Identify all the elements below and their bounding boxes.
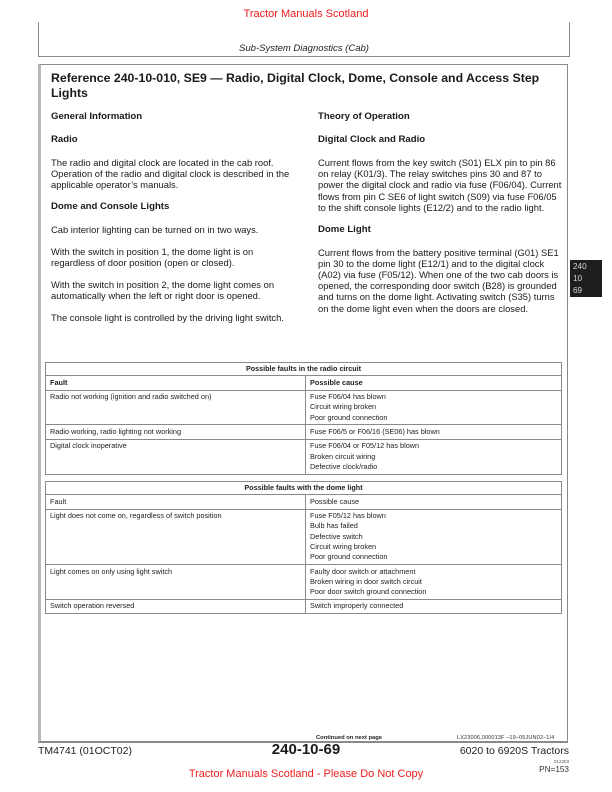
cause-item: Broken wiring in door switch circuit (310, 576, 422, 586)
table-row (46, 509, 562, 564)
table-row (46, 599, 562, 613)
cause-cell (306, 425, 562, 439)
page-header (38, 22, 570, 57)
cause-item: Circuit wiring broken (310, 541, 377, 551)
column-header-cause: Possible cause (306, 376, 562, 390)
fault-cell: Radio not working (ignition and radio switched on) (46, 390, 306, 425)
cause-cell (306, 599, 562, 613)
left-column (51, 111, 296, 333)
paragraph-console-light: The console light is controlled by the driving light switch. (51, 311, 284, 323)
column-header-cause: Possible cause (306, 495, 562, 509)
radio-faults-table (45, 362, 562, 475)
table-header-row (46, 495, 562, 509)
fault-cell: Light does not come on, regardless of switch position (46, 509, 306, 564)
watermark-bottom: Tractor Manuals Scotland - Please Do Not Copy (188, 768, 424, 780)
heading-theory-of-operation: Theory of Operation (318, 111, 410, 122)
paragraph-two-ways: Cab interior lighting can be turned on in two ways. (51, 224, 259, 236)
cause-item: Poor ground connection (310, 412, 388, 422)
column-header-fault: Fault (46, 376, 306, 390)
cause-item: Broken circuit wiring (310, 451, 376, 461)
page-number: 240-10-69 (271, 741, 341, 758)
table-row (46, 390, 562, 425)
fault-cell: Radio working, radio lighting not working (46, 425, 306, 439)
cause-item: Defective switch (310, 531, 363, 541)
fault-cell: Switch operation reversed (46, 599, 306, 613)
cause-cell (306, 565, 562, 600)
heading-digital-clock-radio: Digital Clock and Radio (318, 134, 426, 145)
cause-item: Fuse F05/12 has blown (310, 511, 386, 521)
cause-item: Fuse F06/04 has blown (310, 392, 386, 402)
tm-code: TM4741 (01OCT02) (38, 745, 132, 757)
heading-dome-console-lights: Dome and Console Lights (51, 201, 170, 213)
pn-number: PN=153 (539, 765, 569, 774)
cause-item: Faulty door switch or attachment (310, 566, 416, 576)
cause-cell (306, 390, 562, 425)
tractor-models: 6020 to 6920S Tractors (459, 745, 569, 757)
tab-group-number: 240 (573, 262, 587, 271)
section-tab (570, 260, 602, 297)
tab-page-number: 69 (573, 286, 583, 295)
print-code: 012303 (553, 759, 569, 764)
cause-item: Poor door switch ground connection (310, 587, 427, 597)
heading-dome-light: Dome Light (318, 223, 371, 235)
cause-item: Poor ground connection (310, 552, 388, 562)
cause-item: Fuse F06/04 or F05/12 has blown (310, 441, 420, 451)
cause-item: Bulb has failed (310, 521, 358, 531)
column-header-fault: Fault (46, 495, 306, 509)
reference-title: Reference 240-10-010, SE9 — Radio, Digital Clock, Dome, Console and Access Step Lights (51, 71, 540, 100)
continued-note: Continued on next page (316, 735, 383, 741)
cause-item: Circuit wiring broken (310, 402, 377, 412)
cause-item: Defective clock/radio (310, 461, 378, 471)
table-caption: Possible faults in the radio circuit (46, 363, 562, 376)
section-title: Sub-System Diagnostics (Cab) (239, 43, 369, 54)
heading-general-information: General Information (51, 111, 143, 122)
paragraph-position-2: With the switch in position 2, the dome light comes on automatically when the left or right door is opened. (51, 278, 275, 301)
document-code: LX23006,000013F –19–05JUN02–1/4 (457, 735, 555, 741)
right-column (318, 111, 563, 324)
cause-cell (306, 439, 562, 474)
watermark-top: Tractor Manuals Scotland (243, 8, 369, 20)
fault-cell: Digital clock inoperative (46, 439, 306, 474)
radio-paragraph: The radio and digital clock are located in the cab roof. Operation of the radio and digital clock is described in the applicable operator’s manuals. (51, 157, 290, 191)
table-caption: Possible faults with the dome light (46, 482, 562, 495)
heading-radio: Radio (51, 134, 78, 145)
dome-light-faults-table (45, 481, 562, 614)
cause-item: Switch improperly connected (310, 601, 404, 611)
tab-section-number: 10 (573, 274, 583, 283)
clock-radio-paragraph: Current flows from the key switch (S01) ELX pin to pin 86 on relay (K01/3). The relay switches pins 30 and 87 to power the digital clock and radio via fuse (F06/04). Current flows from pin C SE6 of light switch (S09) via fuse F06/05 to the shift console lights (E12/2) and to the radio light. (318, 157, 562, 213)
cause-cell (306, 509, 562, 564)
dome-light-paragraph: Current flows from the battery positive terminal (G01) SE1 pin 30 to the dome light (E12/1) and to the digital clock (A02) via fuse (F05/12). When one of the two cab doors is opened, the corresponding door switch (B28) is grounded and turns on the dome light. Activating switch (S35) turns on the dome light even when the doors are closed. (318, 246, 559, 314)
cause-item: Fuse F06/5 or F06/16 (SE06) has blown (310, 426, 440, 436)
fault-cell: Light comes on only using light switch (46, 565, 306, 600)
table-row (46, 565, 562, 600)
table-row (46, 439, 562, 474)
paragraph-position-1: With the switch in position 1, the dome light is on regardless of door position (open or closed). (51, 245, 254, 269)
table-header-row (46, 376, 562, 390)
table-row (46, 425, 562, 439)
